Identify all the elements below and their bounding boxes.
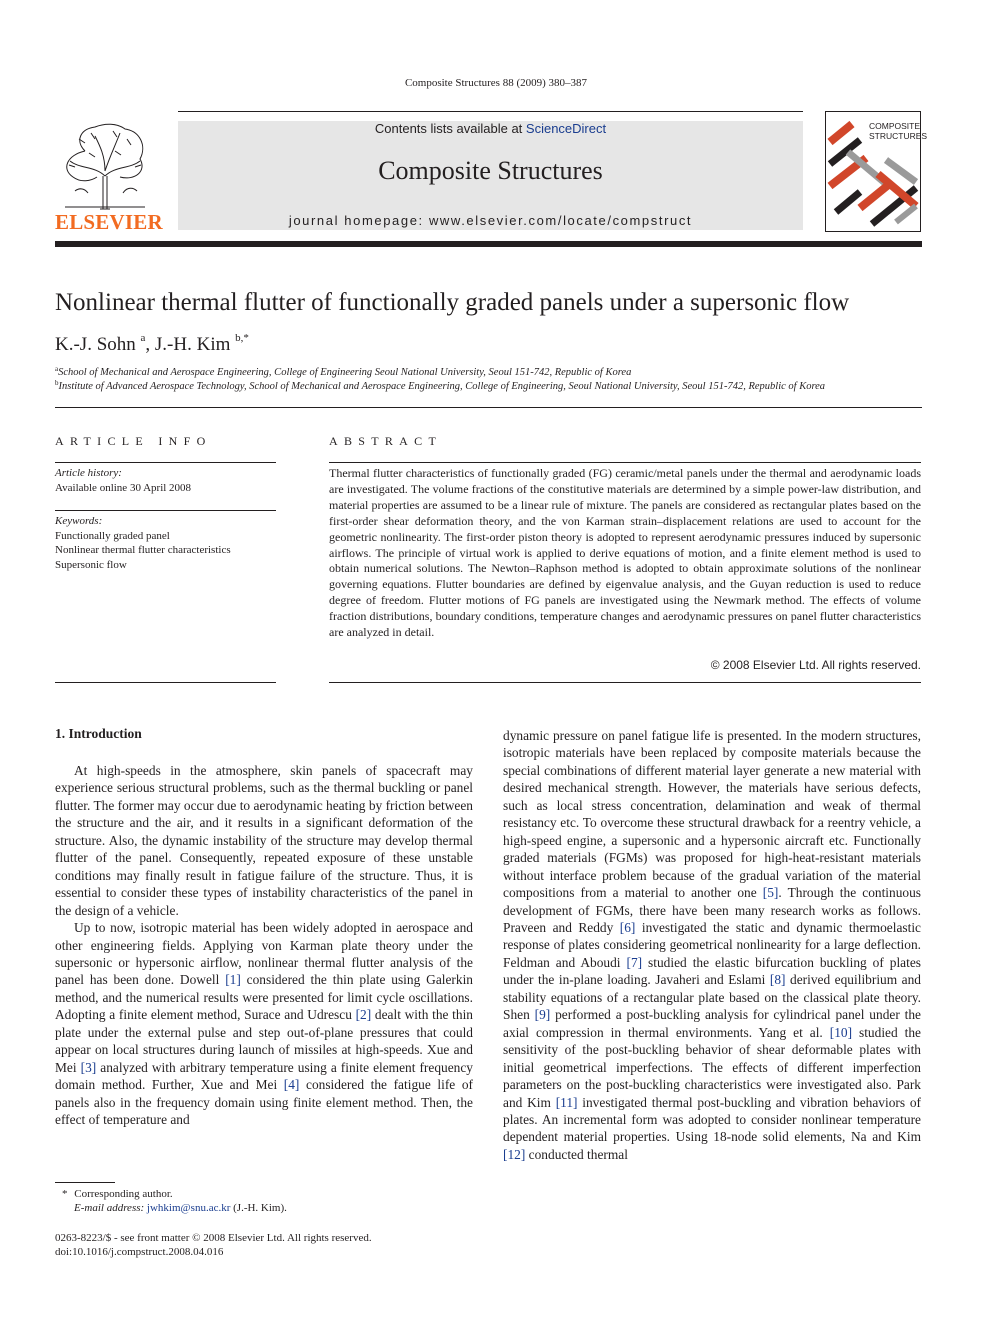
email-link[interactable]: jwhkim@snu.ac.kr — [146, 1202, 231, 1214]
citation-link[interactable]: [5] — [762, 885, 779, 901]
text-run: dealt with the thin plate under the external pulse and step out-of-plane pressures that could appear on local structures during launch of missiles at high-speeds. Xue and Mei — [55, 1007, 473, 1075]
issn-line: 0263-8223/$ - see front matter © 2008 Elsevier Ltd. All rights reserved. — [55, 1232, 372, 1244]
email-suffix: (J.-H. Kim). — [230, 1202, 287, 1214]
keyword-item: Nonlinear thermal flutter characteristics — [55, 544, 231, 556]
affiliation-b-text: Institute of Advanced Aerospace Technology, School of Mechanical and Aerospace Engineering, College of Engineering, Seoul National University, Seoul 151-742, Republic of Korea — [58, 381, 826, 392]
footnote-rule — [55, 1182, 115, 1183]
affiliation-a-text: School of Mechanical and Aerospace Engineering, College of Engineering Seoul National University, Seoul 151-742, Republic of Korea — [58, 367, 632, 378]
text-run: studied the elastic bifurcation buckling of plates under the in-plane loading. Javaheri and Eslami — [503, 954, 921, 988]
text-run: considered the thin plate using Galerkin method, and the numerical results were presented for limit cycle oscillations. Adopting a finite element method, Surace and Udrescu — [55, 972, 473, 1023]
abstract-text: Thermal flutter characteristics of functionally graded (FG) ceramic/metal panels under the thermal and aerodynamic loads are investigated. The volume fractions of the constitutive materials are determined by a simple power-law distribution, and material properties are assumed to be a linear rule of mixture. The panels are considered as rectangular plates based on the first-order shear deformation theory, and the von Karman strain–displacement relations are used to account for the geometric nonlinearity. The first-order piston theory is adopted to represent aerodynamic pressures induced by supersonic airflows. The principle of virtual work is applied to derive equations of motion, and a finite element method is used to obtain numerical solutions. The Newton–Raphson method is adopted to obtain approximate solutions of the nonlinear governing equations. Flutter boundaries are defined by eigenvalue analysis, and the Guyan reduction is used to reduce degree of freedom. Flutter motions of FG panels are investigated using the Newmark method. The effects of volume fraction distributions, boundary conditions, temperature changes and aerodynamic pressures on panel flutter characteristics are analyzed in detail. — [329, 466, 921, 640]
keywords-block — [55, 514, 231, 572]
text-run: investigated thermal post-buckling and vibration behaviors of plates. An incremental form was adopted to consider nonlinear temperature dependent material properties. Using 18-node solid elements, Na and Kim — [503, 1094, 921, 1145]
journal-homepage[interactable]: journal homepage: www.elsevier.com/locate/compstruct — [288, 213, 693, 228]
abstract-rule-bottom — [329, 682, 921, 683]
text-run: derived equilibrium and stability equations of a rectangular plate based on the classical plate theory. Shen — [503, 972, 921, 1023]
article-info-rule-1 — [55, 462, 276, 463]
abstract-rule-top — [329, 462, 921, 463]
article-info-rule-2 — [55, 510, 276, 511]
intro-paragraph-1: At high-speeds in the atmosphere, skin panels of spacecraft may experience serious structural problems, such as the thermal buckling or panel flutter. The former may occur due to aerodynamic heating by friction between the structure and the air, and it results in a significant deformation of the structure. Also, the dynamic instability of the structure may develop thermal flutter of the panel. Consequently, repeated exposure of these unstable conditions may finally result in fatigue failure of the structure. Thus, it is essential to consider these types of instability characteristics of the panel in the design of a vehicle. — [55, 763, 473, 918]
corresponding-author-note — [62, 1187, 173, 1201]
history-label: Article history: — [55, 467, 122, 479]
abstract-copyright: © 2008 Elsevier Ltd. All rights reserved. — [710, 658, 921, 672]
citation-link[interactable]: [2] — [355, 1007, 372, 1023]
text-run: Up to now, isotropic material has been widely adopted in aerospace and other engineering fields. Applying von Karman plate theory under the supersonic or hypersonic airflow, nonlinear thermal flutter analysis of the panel has been done. Dowell — [55, 920, 473, 988]
footnote-marker: * — [62, 1188, 68, 1200]
section-heading-introduction: 1. Introduction — [55, 726, 142, 741]
author-1: K.-J. Sohn — [55, 334, 136, 355]
keyword-item: Supersonic flow — [55, 558, 127, 571]
affiliation-b — [55, 379, 825, 392]
contents-line — [178, 121, 803, 136]
email-note — [74, 1201, 287, 1215]
author-1-affiliation-marker[interactable]: a — [140, 332, 146, 344]
citation-link[interactable]: [8] — [769, 972, 786, 988]
citation-link[interactable]: [7] — [626, 954, 643, 970]
contents-prefix: Contents lists available at — [374, 121, 526, 136]
header-rule — [178, 111, 803, 112]
article-history — [55, 466, 191, 495]
text-run: considered the fatigue life of panels also in the frequency domain using finite element method. Then, the effect of temperature and — [55, 1077, 473, 1128]
elsevier-wordmark: ELSEVIER — [55, 210, 163, 234]
citation-link[interactable]: [6] — [619, 919, 636, 935]
journal-name: Composite Structures — [378, 156, 603, 185]
citation-link[interactable]: [11] — [555, 1094, 578, 1110]
left-column — [55, 762, 473, 1129]
author-list — [55, 332, 249, 356]
corresponding-text: Corresponding author. — [74, 1188, 173, 1200]
intro-paragraph-2 — [55, 919, 473, 1128]
article-title: Nonlinear thermal flutter of functionally graded panels under a supersonic flow — [55, 289, 850, 316]
abstract-heading: ABSTRACT — [329, 434, 443, 448]
text-run: . Through the continuous development of FGMs, there have been many research works as follows. Praveen and Reddy — [503, 885, 922, 935]
citation-link[interactable]: [12] — [503, 1146, 526, 1162]
article-info-heading: ARTICLE INFO — [55, 434, 212, 448]
author-2-affiliation-marker[interactable]: b,* — [235, 332, 249, 344]
email-label: E-mail address: — [74, 1202, 147, 1214]
citation-link[interactable]: [10] — [829, 1024, 853, 1040]
citation-link[interactable]: [1] — [225, 972, 241, 988]
text-run: dynamic pressure on panel fatigue life is presented. In the modern structures, isotropic materials have been replaced by composite materials because the special combinations of different material layer generate a new material with desired mechanical strength. However, the materials have serious defects, such as local stress concentration, delamination and weak of thermal resistancy etc. To overcome these structural drawback for a reentry vehicle, a high-speed engine, a supersonic and a hypersonic aircraft etc. Functionally graded materials (FGMs) was proposed for high-heat-resistant materials without interface problem because of the gradual variation of the material compositions from a material to another one — [503, 728, 921, 901]
text-run: performed a post-buckling analysis for cylindrical panel under the axial compression in thermal environments. Yang et al. — [503, 1007, 921, 1040]
cover-title — [869, 121, 928, 141]
text-run: conducted thermal — [525, 1146, 628, 1162]
running-head: Composite Structures 88 (2009) 380–387 — [404, 77, 588, 89]
keyword-item: Functionally graded panel — [55, 529, 170, 542]
header-thick-rule — [55, 241, 922, 247]
article-info-rule-3 — [55, 682, 276, 683]
text-run: investigated the static and dynamic thermoelastic response of plates considering geometrical nonlinearity for a large deflection. Feldman and Aboudi — [503, 919, 922, 970]
sciencedirect-link[interactable]: ScienceDirect — [525, 121, 607, 136]
doi-line[interactable]: doi:10.1016/j.compstruct.2008.04.016 — [55, 1246, 224, 1258]
author-2: , J.-H. Kim — [145, 334, 231, 355]
history-value: Available online 30 April 2008 — [55, 481, 192, 494]
right-column — [503, 727, 921, 1163]
citation-link[interactable]: [3] — [80, 1059, 97, 1075]
citation-link[interactable]: [4] — [283, 1077, 300, 1093]
text-run: studied the sensitivity of the post-buckling behavior of shear deformable plates with initial geometrical imperfections. The effects of different imperfection parameters on the post-buckling characteristics were investigated also. Park and Kim — [503, 1024, 921, 1110]
keywords-label: Keywords: — [55, 515, 103, 527]
cover-title-line2: STRUCTURES — [869, 131, 928, 141]
text-run: analyzed with arbitrary temperature using a finite element frequency domain method. Further, Xue and Mei — [55, 1059, 474, 1093]
cover-title-line1: COMPOSITE — [869, 121, 921, 131]
citation-link[interactable]: [9] — [534, 1007, 551, 1023]
affiliation-a — [55, 365, 631, 378]
affiliation-b-marker: b — [55, 379, 59, 387]
intro-paragraph-2-continued — [503, 727, 921, 1163]
affiliation-a-marker: a — [55, 365, 59, 373]
affiliation-rule — [55, 407, 922, 408]
